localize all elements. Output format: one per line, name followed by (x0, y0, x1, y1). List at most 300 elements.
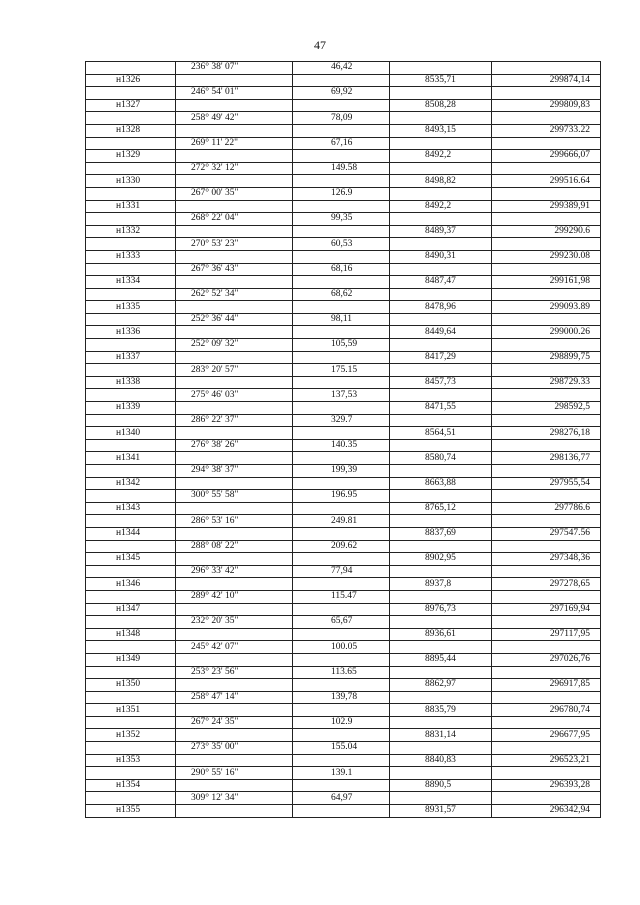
empty-cell (176, 200, 293, 213)
point-name-cell: н1343 (86, 502, 176, 515)
y-coordinate-cell: 296342,94 (492, 805, 601, 818)
empty-cell (492, 87, 601, 100)
empty-cell (176, 477, 293, 490)
empty-cell (176, 301, 293, 314)
empty-cell (492, 742, 601, 755)
distance-cell: 139.1 (293, 767, 390, 780)
point-name-cell: н1349 (86, 653, 176, 666)
segment-row (86, 87, 601, 100)
empty-cell (86, 641, 176, 654)
coordinates-table-body (86, 62, 601, 818)
point-name-cell: н1329 (86, 150, 176, 163)
empty-cell (293, 452, 390, 465)
point-row (86, 276, 601, 289)
segment-row (86, 515, 601, 528)
point-name-cell: н1351 (86, 704, 176, 717)
empty-cell (86, 616, 176, 629)
point-row (86, 704, 601, 717)
x-coordinate-cell: 8937,8 (390, 578, 492, 591)
segment-row (86, 716, 601, 729)
x-coordinate-cell: 8490,31 (390, 250, 492, 263)
point-name-cell: н1340 (86, 427, 176, 440)
empty-cell (176, 326, 293, 339)
x-coordinate-cell: 8489,37 (390, 225, 492, 238)
empty-cell (86, 590, 176, 603)
empty-cell (86, 87, 176, 100)
empty-cell (390, 288, 492, 301)
direction-angle-cell: 253° 23' 56" (176, 666, 293, 679)
point-name-cell: н1354 (86, 779, 176, 792)
point-row (86, 351, 601, 364)
point-row (86, 99, 601, 112)
direction-angle-cell: 309° 12' 34" (176, 792, 293, 805)
empty-cell (176, 805, 293, 818)
empty-cell (293, 729, 390, 742)
empty-cell (390, 389, 492, 402)
point-name-cell: н1330 (86, 175, 176, 188)
y-coordinate-cell: 297955,54 (492, 477, 601, 490)
x-coordinate-cell: 8493,15 (390, 124, 492, 137)
segment-row (86, 62, 601, 75)
distance-cell: 209.62 (293, 540, 390, 553)
x-coordinate-cell: 8840,83 (390, 754, 492, 767)
point-row (86, 754, 601, 767)
direction-angle-cell: 296° 33' 42" (176, 565, 293, 578)
point-row (86, 427, 601, 440)
empty-cell (293, 628, 390, 641)
segment-row (86, 213, 601, 226)
direction-angle-cell: 283° 20' 57" (176, 364, 293, 377)
empty-cell (492, 112, 601, 125)
y-coordinate-cell: 297169,94 (492, 603, 601, 616)
empty-cell (86, 389, 176, 402)
empty-cell (390, 87, 492, 100)
empty-cell (293, 74, 390, 87)
direction-angle-cell: 267° 24' 35" (176, 716, 293, 729)
segment-row (86, 590, 601, 603)
empty-cell (390, 313, 492, 326)
direction-angle-cell: 245° 42' 07" (176, 641, 293, 654)
direction-angle-cell: 290° 55' 16" (176, 767, 293, 780)
empty-cell (390, 540, 492, 553)
empty-cell (293, 653, 390, 666)
empty-cell (86, 263, 176, 276)
segment-row (86, 767, 601, 780)
point-name-cell: н1337 (86, 351, 176, 364)
x-coordinate-cell: 8508,28 (390, 99, 492, 112)
direction-angle-cell: 276° 38' 26" (176, 439, 293, 452)
x-coordinate-cell: 8862,97 (390, 679, 492, 692)
empty-cell (293, 376, 390, 389)
segment-row (86, 616, 601, 629)
empty-cell (293, 779, 390, 792)
empty-cell (390, 364, 492, 377)
point-row (86, 225, 601, 238)
point-row (86, 175, 601, 188)
empty-cell (390, 213, 492, 226)
empty-cell (390, 162, 492, 175)
y-coordinate-cell: 299733.22 (492, 124, 601, 137)
distance-cell: 329.7 (293, 414, 390, 427)
empty-cell (390, 691, 492, 704)
empty-cell (492, 616, 601, 629)
x-coordinate-cell: 8831,14 (390, 729, 492, 742)
x-coordinate-cell: 8498,82 (390, 175, 492, 188)
point-row (86, 452, 601, 465)
empty-cell (86, 162, 176, 175)
x-coordinate-cell: 8902,95 (390, 553, 492, 566)
empty-cell (492, 339, 601, 352)
empty-cell (492, 691, 601, 704)
empty-cell (176, 704, 293, 717)
x-coordinate-cell: 8580,74 (390, 452, 492, 465)
point-row (86, 502, 601, 515)
empty-cell (293, 175, 390, 188)
y-coordinate-cell: 299161,98 (492, 276, 601, 289)
empty-cell (293, 301, 390, 314)
empty-cell (176, 628, 293, 641)
empty-cell (390, 716, 492, 729)
point-name-cell: н1338 (86, 376, 176, 389)
empty-cell (293, 402, 390, 415)
distance-cell: 67,16 (293, 137, 390, 150)
empty-cell (293, 679, 390, 692)
empty-cell (390, 792, 492, 805)
empty-cell (86, 339, 176, 352)
y-coordinate-cell: 299389,91 (492, 200, 601, 213)
empty-cell (86, 515, 176, 528)
empty-cell (293, 250, 390, 263)
empty-cell (86, 666, 176, 679)
point-name-cell: н1345 (86, 553, 176, 566)
empty-cell (492, 465, 601, 478)
segment-row (86, 364, 601, 377)
segment-row (86, 339, 601, 352)
empty-cell (86, 490, 176, 503)
distance-cell: 149.58 (293, 162, 390, 175)
point-name-cell: н1331 (86, 200, 176, 213)
distance-cell: 249.81 (293, 515, 390, 528)
empty-cell (176, 553, 293, 566)
point-row (86, 628, 601, 641)
y-coordinate-cell: 298276,18 (492, 427, 601, 440)
segment-row (86, 238, 601, 251)
distance-cell: 115.47 (293, 590, 390, 603)
y-coordinate-cell: 298136,77 (492, 452, 601, 465)
x-coordinate-cell: 8564,51 (390, 427, 492, 440)
point-row (86, 729, 601, 742)
point-row (86, 477, 601, 490)
empty-cell (176, 527, 293, 540)
empty-cell (86, 137, 176, 150)
distance-cell: 68,62 (293, 288, 390, 301)
empty-cell (86, 465, 176, 478)
empty-cell (86, 540, 176, 553)
y-coordinate-cell: 298899,75 (492, 351, 601, 364)
point-row (86, 150, 601, 163)
point-name-cell: н1344 (86, 527, 176, 540)
empty-cell (86, 313, 176, 326)
empty-cell (176, 376, 293, 389)
point-name-cell: н1334 (86, 276, 176, 289)
empty-cell (176, 124, 293, 137)
y-coordinate-cell: 296523,21 (492, 754, 601, 767)
direction-angle-cell: 246° 54' 01" (176, 87, 293, 100)
point-name-cell: н1326 (86, 74, 176, 87)
empty-cell (176, 74, 293, 87)
empty-cell (293, 553, 390, 566)
direction-angle-cell: 267° 00' 35" (176, 187, 293, 200)
segment-row (86, 263, 601, 276)
empty-cell (293, 754, 390, 767)
empty-cell (86, 364, 176, 377)
empty-cell (176, 779, 293, 792)
segment-row (86, 137, 601, 150)
empty-cell (86, 213, 176, 226)
empty-cell (293, 200, 390, 213)
segment-row (86, 490, 601, 503)
distance-cell: 137,53 (293, 389, 390, 402)
y-coordinate-cell: 296917,85 (492, 679, 601, 692)
point-name-cell: н1350 (86, 679, 176, 692)
x-coordinate-cell: 8471,55 (390, 402, 492, 415)
empty-cell (293, 326, 390, 339)
y-coordinate-cell: 299666,07 (492, 150, 601, 163)
empty-cell (390, 62, 492, 75)
distance-cell: 175.15 (293, 364, 390, 377)
distance-cell: 65,67 (293, 616, 390, 629)
segment-row (86, 742, 601, 755)
point-row (86, 553, 601, 566)
x-coordinate-cell: 8976,73 (390, 603, 492, 616)
x-coordinate-cell: 8931,57 (390, 805, 492, 818)
empty-cell (86, 742, 176, 755)
empty-cell (492, 62, 601, 75)
empty-cell (390, 767, 492, 780)
empty-cell (390, 439, 492, 452)
empty-cell (293, 276, 390, 289)
segment-row (86, 465, 601, 478)
empty-cell (176, 225, 293, 238)
direction-angle-cell: 294° 38' 37" (176, 465, 293, 478)
y-coordinate-cell: 296780,74 (492, 704, 601, 717)
empty-cell (492, 238, 601, 251)
empty-cell (293, 351, 390, 364)
empty-cell (390, 666, 492, 679)
page-number: 47 (314, 38, 326, 52)
distance-cell: 199,39 (293, 465, 390, 478)
point-row (86, 74, 601, 87)
direction-angle-cell: 270° 53' 23" (176, 238, 293, 251)
empty-cell (86, 187, 176, 200)
empty-cell (86, 565, 176, 578)
direction-angle-cell: 269° 11' 22" (176, 137, 293, 150)
empty-cell (86, 62, 176, 75)
direction-angle-cell: 288° 08' 22" (176, 540, 293, 553)
point-name-cell: н1353 (86, 754, 176, 767)
y-coordinate-cell: 297117,95 (492, 628, 601, 641)
distance-cell: 69,92 (293, 87, 390, 100)
empty-cell (176, 175, 293, 188)
segment-row (86, 313, 601, 326)
point-name-cell: н1348 (86, 628, 176, 641)
distance-cell: 155.04 (293, 742, 390, 755)
empty-cell (176, 679, 293, 692)
empty-cell (176, 427, 293, 440)
empty-cell (390, 137, 492, 150)
empty-cell (390, 187, 492, 200)
direction-angle-cell: 258° 49' 42" (176, 112, 293, 125)
x-coordinate-cell: 8449,64 (390, 326, 492, 339)
empty-cell (176, 351, 293, 364)
empty-cell (176, 99, 293, 112)
empty-cell (293, 150, 390, 163)
x-coordinate-cell: 8487,47 (390, 276, 492, 289)
y-coordinate-cell: 298592,5 (492, 402, 601, 415)
empty-cell (492, 364, 601, 377)
point-row (86, 527, 601, 540)
empty-cell (86, 439, 176, 452)
empty-cell (293, 99, 390, 112)
segment-row (86, 565, 601, 578)
direction-angle-cell: 267° 36' 43" (176, 263, 293, 276)
direction-angle-cell: 300° 55' 58" (176, 490, 293, 503)
x-coordinate-cell: 8492,2 (390, 150, 492, 163)
direction-angle-cell: 232° 20' 35" (176, 616, 293, 629)
distance-cell: 113.65 (293, 666, 390, 679)
empty-cell (176, 729, 293, 742)
y-coordinate-cell: 297786.6 (492, 502, 601, 515)
x-coordinate-cell: 8835,79 (390, 704, 492, 717)
empty-cell (492, 641, 601, 654)
empty-cell (86, 414, 176, 427)
point-row (86, 578, 601, 591)
x-coordinate-cell: 8663,88 (390, 477, 492, 490)
empty-cell (492, 565, 601, 578)
empty-cell (293, 124, 390, 137)
empty-cell (492, 666, 601, 679)
direction-angle-cell: 289° 42' 10" (176, 590, 293, 603)
empty-cell (293, 225, 390, 238)
empty-cell (492, 439, 601, 452)
empty-cell (86, 691, 176, 704)
point-row (86, 376, 601, 389)
empty-cell (492, 213, 601, 226)
point-name-cell: н1352 (86, 729, 176, 742)
point-row (86, 779, 601, 792)
empty-cell (390, 742, 492, 755)
y-coordinate-cell: 299809,83 (492, 99, 601, 112)
point-row (86, 200, 601, 213)
point-row (86, 301, 601, 314)
empty-cell (492, 263, 601, 276)
empty-cell (492, 590, 601, 603)
empty-cell (492, 162, 601, 175)
empty-cell (390, 263, 492, 276)
point-name-cell: н1347 (86, 603, 176, 616)
direction-angle-cell: 252° 09' 32" (176, 339, 293, 352)
y-coordinate-cell: 298729.33 (492, 376, 601, 389)
empty-cell (176, 578, 293, 591)
empty-cell (176, 502, 293, 515)
empty-cell (492, 313, 601, 326)
point-row (86, 326, 601, 339)
point-name-cell: н1355 (86, 805, 176, 818)
empty-cell (293, 603, 390, 616)
distance-cell: 64,97 (293, 792, 390, 805)
point-row (86, 653, 601, 666)
y-coordinate-cell: 299874,14 (492, 74, 601, 87)
empty-cell (492, 792, 601, 805)
y-coordinate-cell: 299093.89 (492, 301, 601, 314)
distance-cell: 102.9 (293, 716, 390, 729)
x-coordinate-cell: 8492,2 (390, 200, 492, 213)
x-coordinate-cell: 8765,12 (390, 502, 492, 515)
empty-cell (293, 704, 390, 717)
direction-angle-cell: 273° 35' 00" (176, 742, 293, 755)
segment-row (86, 112, 601, 125)
distance-cell: 99,35 (293, 213, 390, 226)
y-coordinate-cell: 297547.56 (492, 527, 601, 540)
point-name-cell: н1346 (86, 578, 176, 591)
segment-row (86, 288, 601, 301)
empty-cell (176, 150, 293, 163)
direction-angle-cell: 286° 22' 37" (176, 414, 293, 427)
empty-cell (390, 339, 492, 352)
empty-cell (492, 515, 601, 528)
empty-cell (390, 616, 492, 629)
point-name-cell: н1333 (86, 250, 176, 263)
segment-row (86, 691, 601, 704)
empty-cell (293, 527, 390, 540)
point-name-cell: н1332 (86, 225, 176, 238)
direction-angle-cell: 258° 47' 14" (176, 691, 293, 704)
direction-angle-cell: 268° 22' 04" (176, 213, 293, 226)
x-coordinate-cell: 8837,69 (390, 527, 492, 540)
x-coordinate-cell: 8478,96 (390, 301, 492, 314)
empty-cell (86, 792, 176, 805)
point-row (86, 402, 601, 415)
direction-angle-cell: 286° 53' 16" (176, 515, 293, 528)
segment-row (86, 540, 601, 553)
coordinates-table (85, 61, 601, 818)
empty-cell (86, 767, 176, 780)
point-row (86, 603, 601, 616)
point-name-cell: н1336 (86, 326, 176, 339)
y-coordinate-cell: 297278,65 (492, 578, 601, 591)
point-row (86, 805, 601, 818)
empty-cell (492, 288, 601, 301)
y-coordinate-cell: 296677,95 (492, 729, 601, 742)
y-coordinate-cell: 297348,36 (492, 553, 601, 566)
distance-cell: 68,16 (293, 263, 390, 276)
distance-cell: 77,94 (293, 565, 390, 578)
distance-cell: 139,78 (293, 691, 390, 704)
point-name-cell: н1328 (86, 124, 176, 137)
direction-angle-cell: 272° 32' 12" (176, 162, 293, 175)
direction-angle-cell: 236° 38' 07" (176, 62, 293, 75)
empty-cell (492, 767, 601, 780)
empty-cell (492, 716, 601, 729)
segment-row (86, 641, 601, 654)
x-coordinate-cell: 8535,71 (390, 74, 492, 87)
distance-cell: 78,09 (293, 112, 390, 125)
y-coordinate-cell: 297026,76 (492, 653, 601, 666)
point-row (86, 679, 601, 692)
segment-row (86, 187, 601, 200)
empty-cell (176, 402, 293, 415)
point-name-cell: н1327 (86, 99, 176, 112)
